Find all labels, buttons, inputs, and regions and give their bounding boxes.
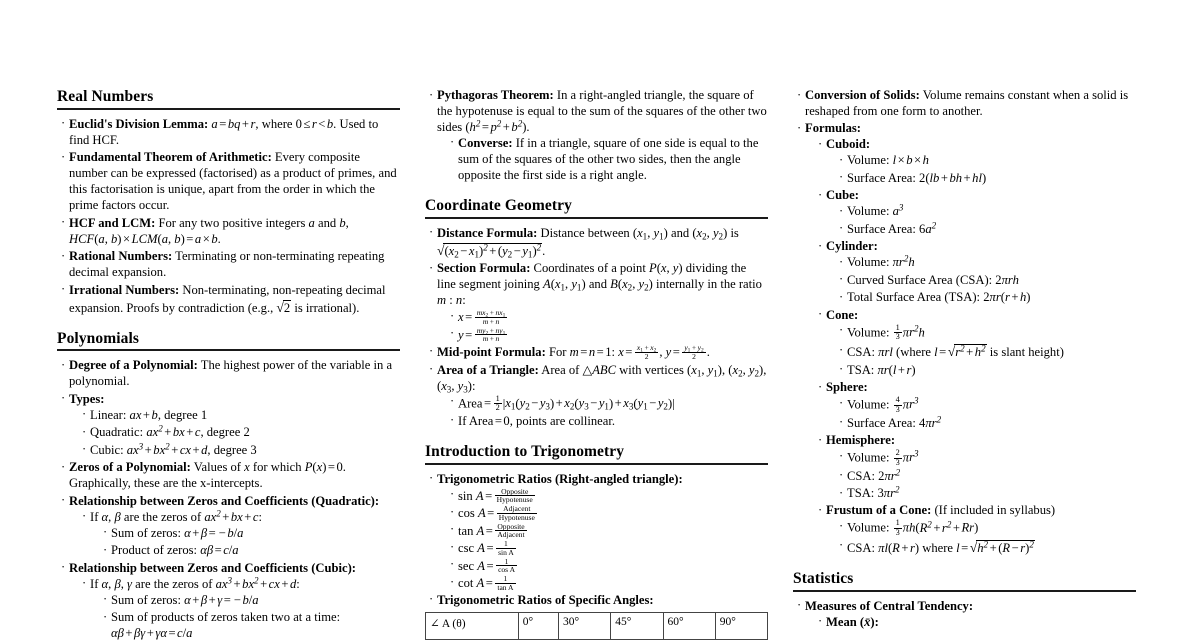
bullet-icon: · <box>839 485 844 500</box>
inline-text: Linear: <box>90 407 127 422</box>
term-label: Relationship between Zeros and Coefficients (Cubic): <box>69 560 356 575</box>
inline-text: Volume: <box>847 204 890 219</box>
list-item <box>61 249 400 281</box>
inline-text: , degree 3 <box>207 442 257 457</box>
inline-text: In a right-angled triangle, the square of the hypotenuse is equal to the sum of the squares of the other two sides ( <box>437 88 767 134</box>
bullet-icon: · <box>818 614 823 629</box>
fraction: $\frac{1}{\text{sin A}}$ <box>498 539 514 557</box>
list-item <box>818 615 1136 631</box>
table-header-cell: 60° <box>663 612 715 639</box>
list-item <box>818 188 1136 237</box>
bullet-icon: · <box>818 432 823 447</box>
bullet-icon: · <box>818 379 823 394</box>
cubic-relations-sublist <box>103 593 400 642</box>
bullet-icon: · <box>61 391 66 406</box>
sqrt-2: √2 <box>276 299 291 315</box>
solid-label: Cube: <box>826 188 859 203</box>
inline-text: are the zeros of <box>123 509 202 524</box>
section-heading-statistics: Statistics <box>793 569 854 587</box>
fraction: $\frac{1}{\text{tan A}}$ <box>497 574 514 592</box>
bullet-icon: · <box>61 493 66 508</box>
fraction: $\frac{\text{Adjacent}}{\text{Hypotenuse}}$ <box>498 504 535 522</box>
list-item <box>818 433 1136 502</box>
bullet-icon: · <box>61 282 66 297</box>
fraction: $\frac{\text{Opposite}}{\text{Hypotenuse}}$ <box>496 486 533 505</box>
section-formula-parts <box>450 309 768 343</box>
bullet-icon: · <box>82 424 87 439</box>
distance-formula-sqrt: $√(x_2 - x_1)^2 + (y_2 - y_1)^2$ <box>437 242 542 259</box>
polynomials-list <box>61 358 400 642</box>
bullet-icon: · <box>839 203 844 218</box>
column-2 <box>425 87 768 630</box>
list-item <box>429 472 768 592</box>
inline-text: Volume: <box>847 450 890 465</box>
section-rule <box>57 108 400 110</box>
fraction: $\frac{1}{\text{cos A}}$ <box>498 556 516 575</box>
inline-text: CSA: <box>847 468 875 483</box>
inline-text: with vertices <box>619 362 684 377</box>
bullet-icon: · <box>818 307 823 322</box>
term-label: Distance Formula: <box>437 225 538 240</box>
section-heading-polynomials: Polynomials <box>57 329 140 347</box>
list-item: · Sum of products of zeros taken two at a time: αβ + βγ + γα = c/a <box>103 609 341 641</box>
term-label: Zeros of a Polynomial: <box>69 460 191 475</box>
bullet-icon: · <box>450 487 455 502</box>
inline-text: . Used to find HCF. <box>69 116 379 147</box>
inline-text: CSA: <box>847 540 875 555</box>
section-heading-coordinate-geometry: Coordinate Geometry <box>425 196 572 214</box>
term-label: Measures of Central Tendency: <box>805 598 974 613</box>
bullet-icon: · <box>450 574 455 589</box>
central-tendency-list <box>818 615 1136 631</box>
list-item: · CSA: πrl (where $l = √r^2 + h^2$ is slant height) <box>839 342 1064 360</box>
list-item: · TSA: πr(l + r) <box>839 362 916 377</box>
trig-fn: sec <box>458 558 475 573</box>
fraction: $\frac{4}{3}$ <box>895 395 900 414</box>
fraction: $\frac{y_1 + y_2}{2}$ <box>684 343 704 361</box>
bullet-icon: · <box>82 509 87 524</box>
bullet-icon: · <box>839 221 844 236</box>
fraction: $\frac{x_1 + x_2}{2}$ <box>636 343 657 361</box>
bullet-icon: · <box>839 152 844 167</box>
inline-text: Quadratic: <box>90 425 144 440</box>
table-header-cell: ∠ A (θ) <box>426 612 519 639</box>
list-item: · Surface Area: 2(lb + bh + hl) <box>839 170 987 185</box>
bullet-icon: · <box>61 459 66 474</box>
inline-text: Every composite number can be expressed (factorised) as a product of primes, and this factorisation is unique, apart from the order in which the prime factors occur. <box>69 150 397 213</box>
bullet-icon: · <box>429 260 434 275</box>
section-rule <box>425 217 768 219</box>
bullet-icon: · <box>450 394 455 409</box>
list-item <box>450 136 768 184</box>
cylinder-formulas <box>839 255 1136 306</box>
section-polynomials <box>57 330 400 352</box>
inline-text: Product of zeros: <box>111 543 198 558</box>
list-item: · Volume: $\frac{2}{3}$ $\pi r^3$ <box>839 448 919 467</box>
inline-text: Volume: <box>847 153 890 168</box>
inline-text: internally in the ratio <box>655 277 762 292</box>
term-label: Relationship between Zeros and Coefficients (Quadratic): <box>69 493 380 508</box>
table-header-cell: 45° <box>611 612 663 639</box>
bullet-icon: · <box>839 415 844 430</box>
list-item <box>61 392 400 459</box>
pythagoras-list <box>429 88 768 184</box>
trig-specific-angles-table <box>425 612 768 640</box>
bullet-icon: · <box>450 308 455 323</box>
list-item: · Volume: $a^3$ <box>839 202 904 219</box>
bullet-icon: · <box>103 542 108 557</box>
list-item <box>818 137 1136 186</box>
term-label: Formulas: <box>805 121 861 136</box>
inline-text: Surface Area: <box>847 415 916 430</box>
bullet-icon: · <box>818 187 823 202</box>
term-label: Rational Numbers: <box>69 249 173 264</box>
solid-label: Cylinder: <box>826 239 878 254</box>
inline-text: (where <box>896 345 931 360</box>
term-label: Section Formula: <box>437 261 531 276</box>
inline-text: Sum of products of zeros taken two at a time: <box>111 610 341 625</box>
column-3 <box>793 87 1136 629</box>
list-item: · Volume: $\frac{1}{3}$ $\pi h(R^2 + r^2 + Rr)$ <box>839 518 979 537</box>
quadratic-relations-sublist <box>103 526 400 559</box>
inline-text: and <box>670 225 690 240</box>
bullet-icon: · <box>429 471 434 486</box>
list-item: · Volume: l × b × h <box>839 152 929 168</box>
bullet-icon: · <box>797 120 802 135</box>
trig-fn: tan <box>458 523 474 538</box>
list-item: · csc A = $\frac{1}{\text{sin A}}$ <box>450 539 514 557</box>
term-label: Euclid's Division Lemma: <box>69 116 209 131</box>
fraction: $\frac{2}{3}$ <box>895 448 900 467</box>
inline-text: Coordinates of a point <box>533 261 646 276</box>
bullet-icon: · <box>839 170 844 185</box>
bullet-icon: · <box>839 538 844 553</box>
bullet-icon: · <box>61 357 66 372</box>
bullet-icon: · <box>839 272 844 287</box>
section-rule <box>793 590 1136 592</box>
list-item: · Volume: $\frac{1}{3}$ $\pi r^2h$ <box>839 322 925 342</box>
list-item: · Euclid's Division Lemma: a = bq + r, where 0 ≤ r < b. Used to find HCF. <box>61 116 379 147</box>
term-label: Conversion of Solids: <box>805 88 920 102</box>
inline-text: If <box>90 576 99 591</box>
section-statistics <box>793 570 1136 592</box>
list-item: · Surface Area: $6a^2$ <box>839 220 937 236</box>
bullet-icon: · <box>450 326 455 341</box>
bullet-icon: · <box>839 254 844 269</box>
inline-text: (If included in syllabus) <box>934 503 1056 518</box>
cube-formulas <box>839 204 1136 237</box>
list-item: · Cubic: $ax^3 + bx^2$ + cx + d, degree 3 <box>82 441 257 457</box>
list-item: · TSA: $3\pi r^2$ <box>839 484 900 500</box>
bullet-icon: · <box>839 362 844 377</box>
trig-fn: csc <box>458 541 475 556</box>
inline-text: , where <box>255 116 296 131</box>
inline-text: For any two positive integers <box>158 215 306 230</box>
list-item <box>61 283 400 317</box>
fraction: $\frac{1}{3}$ <box>895 322 900 342</box>
term-label: Degree of a Polynomial: <box>69 358 198 373</box>
term-label: Trigonometric Ratios (Right-angled triangle): <box>437 471 683 486</box>
section-rule <box>57 349 400 351</box>
inline-text: Area <box>458 395 483 410</box>
list-item: · HCF and LCM: For any two positive integers a and b, HCF(a, b) × LCM(a, b) = a × b. <box>61 215 349 246</box>
bullet-icon: · <box>103 525 108 540</box>
fraction: $\frac{\text{Opposite}}{\text{Adjacent}}$ <box>497 521 525 540</box>
inline-text: Volume: <box>847 520 890 535</box>
bullet-icon: · <box>450 522 455 537</box>
inline-text: Surface Area: <box>847 221 916 236</box>
bullet-icon: · <box>103 592 108 607</box>
bullet-icon: · <box>61 116 66 131</box>
list-item: · If Area = 0, points are collinear. <box>450 413 615 428</box>
list-item: · Sum of zeros: α + β + γ = − b/a <box>103 592 259 607</box>
list-item: · Zeros of a Polynomial: Values of x for which P(x) = 0. Graphically, these are the x-intercepts. <box>61 459 346 491</box>
bullet-icon: · <box>839 448 844 463</box>
section-real-numbers <box>57 88 400 110</box>
bullet-icon: · <box>103 609 108 624</box>
inline-text: If in a triangle, square of one side is equal to the sum of the squares of the other two sides, then the angle opposite the first side is a right angle. <box>458 135 759 182</box>
bullet-icon: · <box>797 87 802 102</box>
list-item: · If α, β are the zeros of $ax^2$ + bx + c: · Sum of zeros: α + β = − b/a · Product of zeros: αβ = c/a <box>82 510 400 559</box>
inline-text: Sum of zeros: <box>111 525 181 540</box>
bullet-icon: · <box>450 557 455 572</box>
trig-fn: cot <box>458 576 474 591</box>
list-item: · If α, β, γ are the zeros of $ax^3 + bx^2$ + cx + d: · Sum of zeros: α + β + γ = − b/a · Sum of products of zeros taken two at a time: αβ + βγ + γα = c/a <box>82 577 400 642</box>
bullet-icon: · <box>450 539 455 554</box>
list-item <box>797 121 1136 556</box>
fraction: $\frac{1}{3}$ <box>895 518 900 537</box>
bullet-icon: · <box>429 343 434 358</box>
bullet-icon: · <box>839 395 844 410</box>
bullet-icon: · <box>61 560 66 575</box>
list-item: · Quadratic: $ax^2$ + bx + c, degree 2 <box>82 423 250 440</box>
inline-text: Volume: <box>847 255 890 270</box>
trig-fn: sin <box>458 488 473 503</box>
list-item: · Area = $\frac{1}{2}$ $|x_1(y_2 - y_3) + x_2(y_3 - y_1) + x_3(y_1 - y_2)|$ <box>450 393 675 412</box>
inline-text: If <box>90 509 99 524</box>
cuboid-formulas <box>839 153 1136 186</box>
inline-text: Distance between <box>540 225 630 240</box>
list-item: · Mid-point Formula: For m = n = 1: x = $\frac{x_1 + x_2}{2}$ , y = $\frac{y_1 + y_2}{2}$ . <box>429 343 710 361</box>
mean-label: Mean (x̄): <box>826 614 879 629</box>
list-item: · Linear: ax + b, degree 1 <box>82 407 208 422</box>
term-label: HCF and LCM: <box>69 215 156 230</box>
bullet-icon: · <box>450 135 455 150</box>
column-1 <box>57 88 400 641</box>
inline-text: Volume: <box>847 325 890 340</box>
list-item: · Section Formula: Coordinates of a point P(x, y) dividing the line segment joining $A(x_1$, $y_1$) and $B(x_2$, $y_2$) internally in the ratio m : n: · x = $\frac{mx_2 + nx_1}{m + n}$ · y = $\frac{my_2 + ny_1}{m + n}$ <box>429 261 768 343</box>
list-item: · Distance Formula: Distance between ($x_1$, $y_1$) and ($x_2$, $y_2$) is $√(x_2 - x_1)^2 + (y_2 - y_1)^2$. <box>429 225 739 259</box>
list-item <box>797 88 1136 120</box>
bullet-icon: · <box>61 215 66 230</box>
list-item: · tan A = $\frac{\text{Opposite}}{\text{Adjacent}}$ <box>450 521 525 540</box>
bullet-icon: · <box>82 407 87 422</box>
inline-text: Total Surface Area (TSA): <box>847 290 981 305</box>
term-label: Converse: <box>458 135 513 150</box>
term-label: Pythagoras Theorem: <box>437 88 554 102</box>
solid-label: Hemisphere: <box>826 433 896 448</box>
inline-text: is slant height) <box>989 345 1064 360</box>
list-item: · Product of zeros: αβ = c/a <box>103 542 239 558</box>
section-trigonometry <box>425 443 768 465</box>
inline-text: CSA: <box>847 345 875 360</box>
bullet-icon: · <box>839 518 844 533</box>
cone-slant-sqrt: $√r^2 + h^2$ <box>947 343 986 360</box>
hemisphere-formulas <box>839 449 1136 502</box>
list-item: · sin A = $\frac{\text{Opposite}}{\text{Hypotenuse}}$ <box>450 486 533 505</box>
solid-label: Cone: <box>826 307 859 322</box>
coordinate-geometry-list <box>429 226 768 430</box>
fraction: $\frac{mx_2 + nx_1}{m + n}$ <box>476 308 506 326</box>
inline-text: Volume remains constant when a solid is reshaped from one form to another. <box>805 88 1129 118</box>
list-item: · Pythagoras Theorem: In a right-angled triangle, the square of the hypotenuse is equal to the sum of the squares of the other two sides $(h^2 = p^2 + b^2)$. · Converse: If in a triangle, square of one side is equal to the sum of the squares of the other two sides, then the angle opposite the first side is a right angle. <box>429 87 767 182</box>
inline-text: dividing the line segment joining <box>437 261 747 292</box>
section-rule <box>425 463 768 465</box>
bullet-icon: · <box>429 87 434 102</box>
sphere-formulas <box>839 396 1136 431</box>
statistics-list <box>797 599 1136 631</box>
bullet-icon: · <box>839 323 844 338</box>
cone-formulas <box>839 324 1136 379</box>
list-item <box>429 593 768 609</box>
pythagoras-converse-list <box>450 136 768 184</box>
solid-label: Sphere: <box>826 380 868 395</box>
bullet-icon: · <box>839 342 844 357</box>
inline-text: Area of <box>541 362 580 377</box>
list-item: · Volume: $\pi r^2h$ <box>839 253 915 270</box>
list-item <box>818 380 1136 431</box>
list-item: · Curved Surface Area (CSA): 2πrh <box>839 272 1019 287</box>
inline-text: Volume: <box>847 397 890 412</box>
list-item <box>61 358 400 390</box>
term-label: Trigonometric Ratios of Specific Angles: <box>437 592 654 607</box>
frustum-slant-sqrt: $√h^2 + (R - r)^2$ <box>969 539 1034 555</box>
inline-text: Non-terminating, non-repeating decimal expansion. Proofs by contradiction (e.g., <box>69 282 386 315</box>
inline-text: Terminating or non-terminating repeating decimal expansion. <box>69 249 385 280</box>
surface-areas-volumes-list <box>797 88 1136 557</box>
list-item: · Surface Area: $4\pi r^2$ <box>839 414 942 430</box>
quadratic-relations-list <box>82 510 400 559</box>
inline-text: Values of <box>193 460 241 475</box>
real-numbers-list <box>61 117 400 317</box>
inline-text: are the zeros of <box>135 576 213 591</box>
bullet-icon: · <box>839 468 844 483</box>
bullet-icon: · <box>82 442 87 457</box>
section-heading-real-numbers: Real Numbers <box>57 88 154 105</box>
polynomial-types-list <box>82 408 400 459</box>
solid-label: Cuboid: <box>826 137 871 152</box>
inline-text: Sum of zeros: <box>111 592 181 607</box>
bullet-icon: · <box>797 598 802 613</box>
inline-text: Cubic: <box>90 442 124 457</box>
term-label: Mid-point Formula: <box>437 345 546 360</box>
bullet-icon: · <box>61 248 66 263</box>
term-label: Irrational Numbers: <box>69 282 180 297</box>
inline-text: The highest power of the variable in a polynomial. <box>69 358 393 389</box>
bullet-icon: · <box>450 413 455 428</box>
trig-fn: cos <box>458 506 475 521</box>
list-item: · Total Surface Area (TSA): 2πr(r + h) <box>839 289 1031 305</box>
inline-text: Curved Surface Area (CSA): <box>847 272 993 287</box>
inline-text: where <box>922 540 954 555</box>
bullet-icon: · <box>82 576 87 591</box>
fraction: $\frac{my_2 + ny_1}{m + n}$ <box>476 325 506 344</box>
inline-text: TSA: <box>847 362 875 377</box>
bullet-icon: · <box>818 502 823 517</box>
term-label: Fundamental Theorem of Arithmetic: <box>69 150 272 165</box>
bullet-icon: · <box>61 149 66 164</box>
solid-formulas-list <box>818 137 1136 556</box>
inline-text: , degree 2 <box>200 425 250 440</box>
list-item <box>818 308 1136 379</box>
bullet-icon: · <box>450 504 455 519</box>
list-item <box>818 239 1136 306</box>
inline-text: TSA: <box>847 486 875 500</box>
fraction: $\frac{1}{2}$ <box>495 393 500 412</box>
bullet-icon: · <box>818 136 823 151</box>
bullet-icon: · <box>429 362 434 377</box>
trig-ratios-list <box>450 488 768 592</box>
list-item: · CSA: $2\pi r^2$ <box>839 466 901 483</box>
section-coordinate-geometry <box>425 197 768 219</box>
list-item: · Sum of zeros: α + β = − b/a <box>103 525 244 540</box>
inline-text: . Graphically, these are the x-intercepts. <box>69 460 346 491</box>
table-header-row <box>426 612 768 639</box>
trigonometry-list <box>429 472 768 609</box>
term-label: Types: <box>69 391 105 406</box>
inline-text: is irrational). <box>294 300 360 315</box>
inline-text: , degree 1 <box>157 407 208 422</box>
table-header-cell: 90° <box>715 612 767 639</box>
table-header-cell: 0° <box>518 612 558 639</box>
list-item: · y = $\frac{my_2 + ny_1}{m + n}$ <box>450 325 506 344</box>
list-item: · cot A = $\frac{1}{\text{tan A}}$ <box>450 574 514 592</box>
inline-text: , points are collinear. <box>509 413 615 428</box>
solid-label: Frustum of a Cone: <box>826 503 932 518</box>
bullet-icon: · <box>839 289 844 304</box>
frustum-formulas <box>839 519 1136 556</box>
list-item <box>61 150 400 214</box>
list-item: · Area of a Triangle: Area of △ABC with vertices ($x_1$, $y_1$), ($x_2$, $y_2$), ($x_3$, $y_3$): · Area = $\frac{1}{2}$ $|x_1(y_2 - y_3) + x_2(y_3 - y_1) + x_3(y_1 - y_2)|$ · If Area = 0, points are collinear. <box>429 362 767 428</box>
section-heading-trigonometry: Introduction to Trigonometry <box>425 442 625 460</box>
term-label: Area of a Triangle: <box>437 362 539 377</box>
list-item <box>61 561 400 642</box>
inline-text: If Area <box>458 413 494 428</box>
list-item <box>61 494 400 559</box>
inline-text: and <box>588 277 607 292</box>
bullet-icon: · <box>429 225 434 240</box>
bullet-icon: · <box>429 592 434 607</box>
list-item: · sec A = $\frac{1}{\text{cos A}}$ <box>450 556 516 575</box>
list-item: · x = $\frac{mx_2 + nx_1}{m + n}$ <box>450 308 506 326</box>
table-header-cell: 30° <box>559 612 611 639</box>
inline-text: ). <box>522 119 530 134</box>
list-item: · CSA: πl(R + r) where $l = √h^2 + (R - r)^2$ <box>839 538 1034 555</box>
inline-text: For <box>548 345 567 360</box>
list-item: · Volume: $\frac{4}{3}$ $\pi r^3$ <box>839 395 919 414</box>
list-item <box>797 599 1136 631</box>
bullet-icon: · <box>818 238 823 253</box>
cubic-relations-list <box>82 577 400 642</box>
inline-text: for which <box>252 460 302 475</box>
list-item <box>818 503 1136 556</box>
inline-text: Surface Area: <box>847 170 916 185</box>
list-item: · cos A = $\frac{\text{Adjacent}}{\text{Hypotenuse}}$ <box>450 504 535 522</box>
inline-text: is <box>730 225 739 240</box>
area-formula-parts <box>450 395 768 430</box>
